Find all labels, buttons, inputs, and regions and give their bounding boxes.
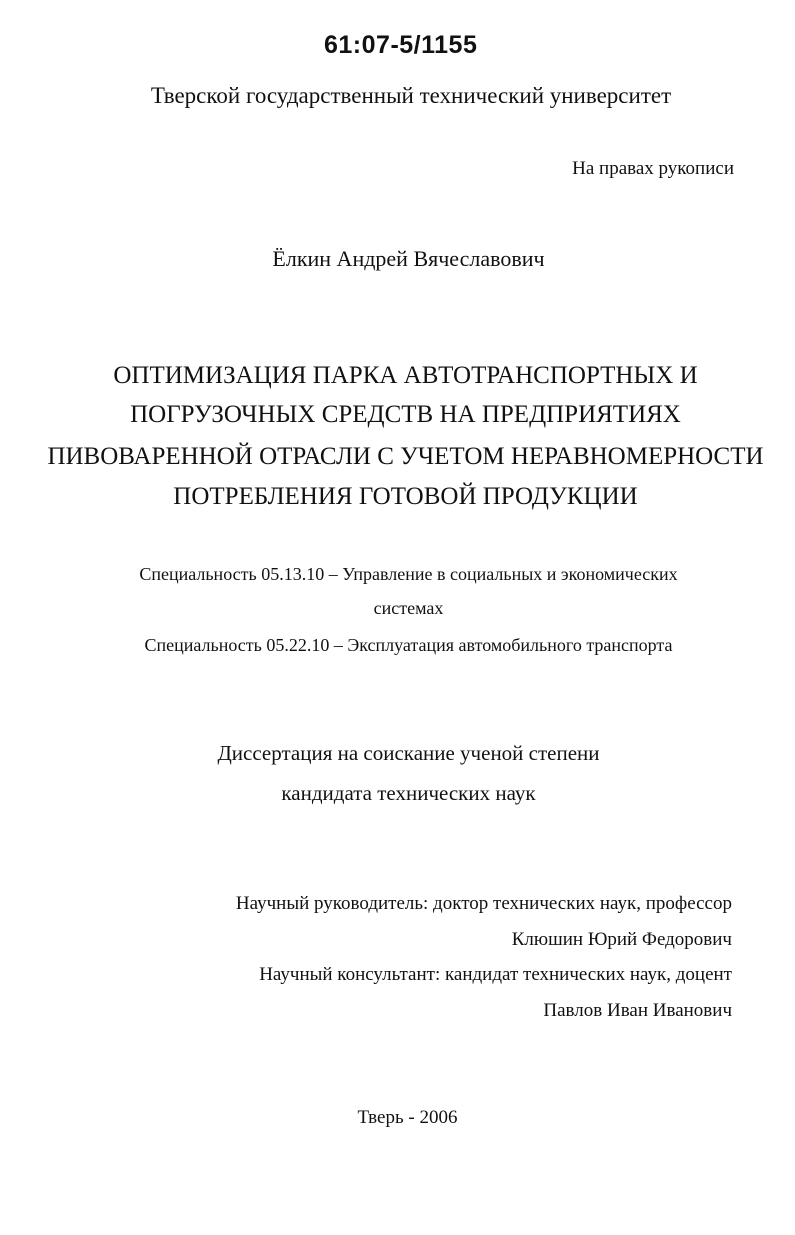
degree-line: кандидата технических наук (281, 781, 536, 805)
author-name: Ёлкин Андрей Вячеславович (272, 246, 545, 271)
consultant-name: Павлов Иван Иванович (543, 1000, 732, 1021)
consultant-role: Научный консультант: кандидат технических наук, доцент (259, 964, 732, 985)
title-line: ОПТИМИЗАЦИЯ ПАРКА АВТОТРАНСПОРТНЫХ И (113, 362, 698, 389)
specialty-second: Специальность 05.22.10 – Эксплуатация автомобильного транспорта (144, 635, 673, 655)
title-line: ПОТРЕБЛЕНИЯ ГОТОВОЙ ПРОДУКЦИИ (173, 483, 638, 510)
place-year: Тверь - 2006 (357, 1107, 458, 1128)
title-line: ПИВОВАРЕННОЙ ОТРАСЛИ С УЧЕТОМ НЕРАВНОМЕРНОСТИ (47, 443, 764, 470)
catalog-number: 61:07-5/1155 (324, 31, 478, 59)
degree-line: Диссертация на соискание ученой степени (217, 741, 600, 765)
title-line: ПОГРУЗОЧНЫХ СРЕДСТВ НА ПРЕДПРИЯТИЯХ (130, 401, 681, 428)
university-name: Тверской государственный технический университет (150, 83, 672, 108)
supervisor-role: Научный руководитель: доктор технических наук, профессор (235, 893, 732, 914)
specialty-first: Специальность 05.13.10 – Управление в социальных и экономических (139, 564, 678, 584)
specialty-first-continuation: системах (373, 598, 444, 618)
supervisor-name: Клюшин Юрий Федорович (511, 929, 732, 950)
rights-note: На правах рукописи (572, 158, 734, 179)
